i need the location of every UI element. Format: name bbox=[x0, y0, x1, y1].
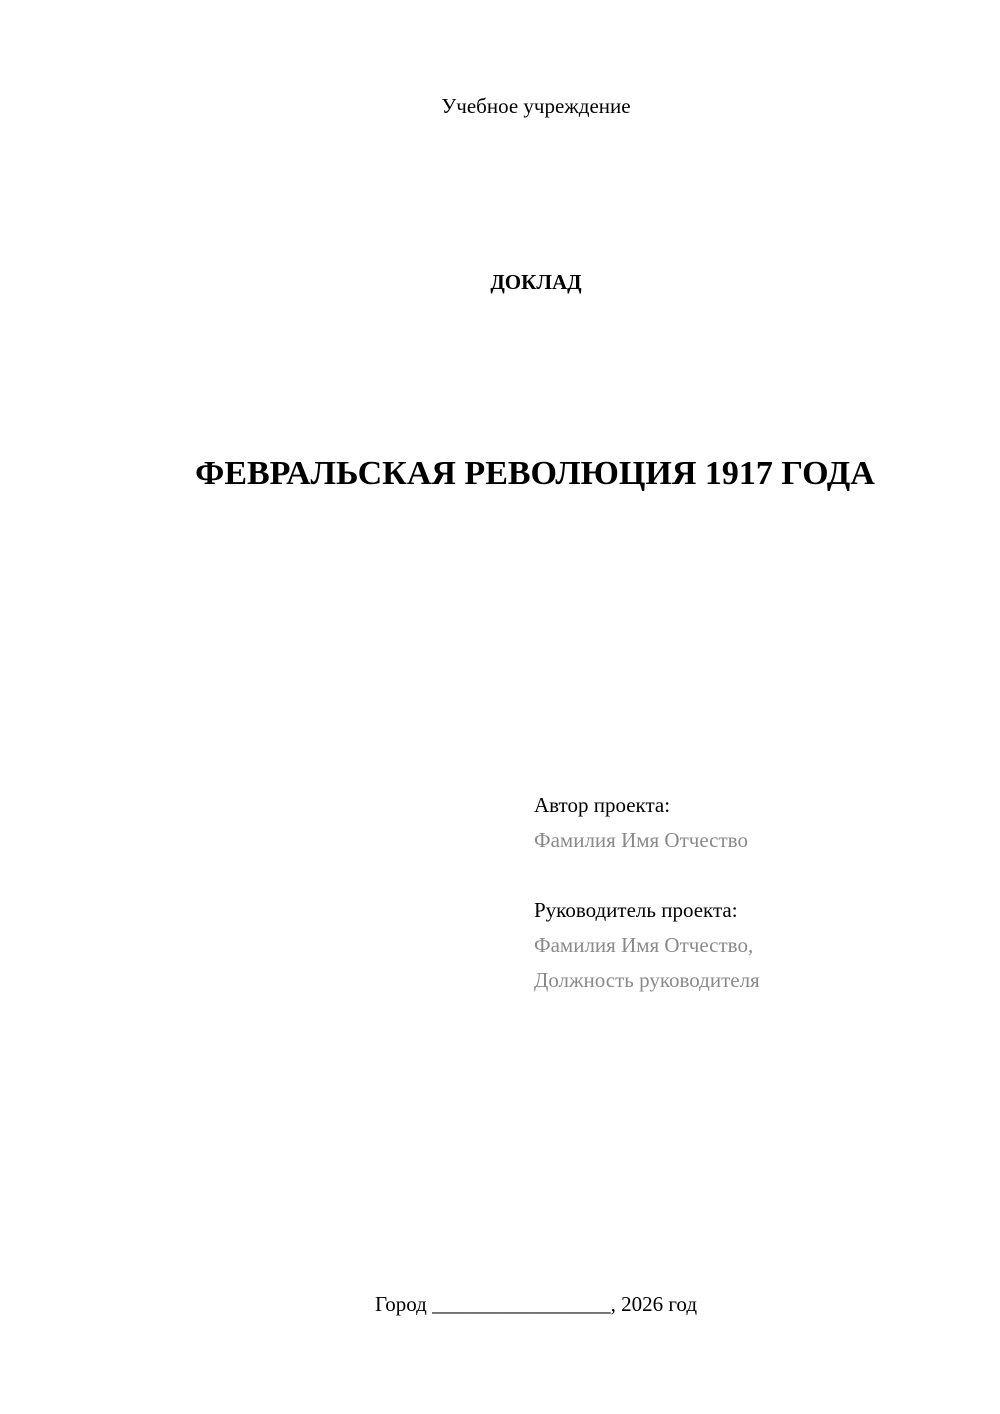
document-topic: ФЕВРАЛЬСКАЯ РЕВОЛЮЦИЯ 1917 ГОДА bbox=[195, 455, 875, 492]
author-label: Автор проекта: bbox=[534, 793, 671, 817]
city-year-line: Город _________________, 2026 год bbox=[374, 1292, 698, 1316]
document-type: ДОКЛАД bbox=[490, 270, 582, 294]
credits-spacer bbox=[534, 858, 974, 893]
author-name: Фамилия Имя Отчество bbox=[534, 828, 748, 852]
supervisor-position: Должность руководителя bbox=[534, 968, 760, 992]
supervisor-label: Руководитель проекта: bbox=[534, 898, 738, 922]
credits-block bbox=[534, 788, 974, 998]
supervisor-name: Фамилия Имя Отчество, bbox=[534, 933, 754, 957]
institution-name: Учебное учреждение bbox=[441, 94, 631, 118]
